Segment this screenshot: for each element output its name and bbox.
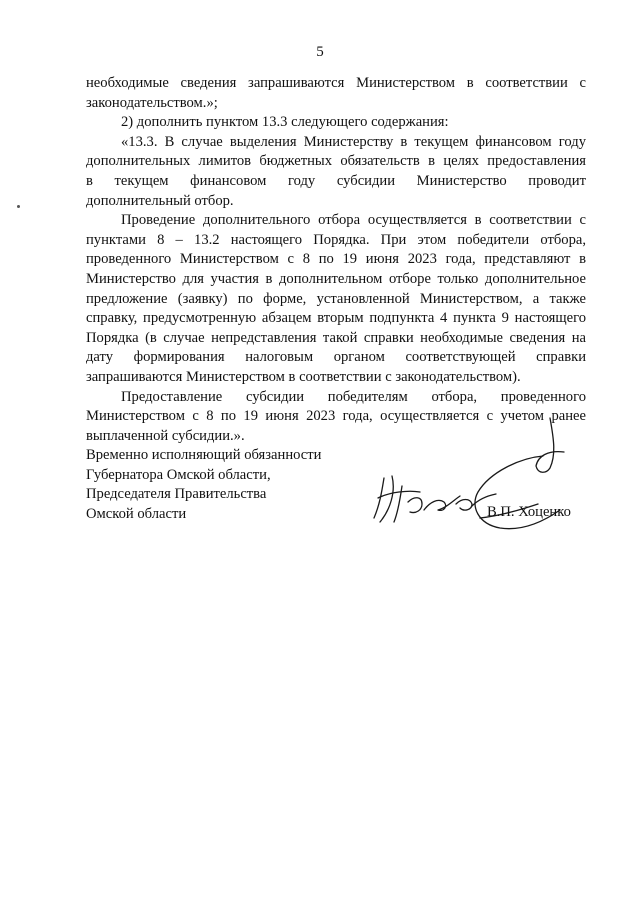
paragraph-5: Предоставление субсидии победителям отбора, проведенного Министерством с 8 по 19 июня 2023 года, осуществляется с учетом ранее выплаченной субсидии.».	[86, 388, 586, 444]
paragraph-3	[86, 133, 586, 211]
document-body	[86, 74, 586, 446]
signatory-title	[86, 446, 321, 524]
paragraph-3-line-2: дополнительных лимитов бюджетных обязательств в целях предоставления	[86, 153, 586, 170]
margin-mark	[17, 205, 20, 208]
signatory-title-line-3: Председателя Правительства	[86, 486, 267, 503]
page-number: 5	[316, 44, 324, 60]
paragraph-3-line-4: дополнительный отбор.	[86, 192, 234, 209]
signatory-title-line-1: Временно исполняющий обязанности	[86, 447, 322, 463]
paragraph-1-line-2: законодательством.»;	[86, 94, 218, 111]
paragraph-3-line-1: «13.3. В случае выделения Министерству в текущем финансовом году	[121, 133, 586, 150]
handwritten-signature	[360, 400, 580, 550]
signatory-title-line-4: Омской области	[86, 505, 187, 522]
signer-name: В.П. Хоценко	[487, 504, 571, 520]
paragraph-3-line-3: в текущем финансовом году субсидии Министерство проводит	[86, 172, 586, 189]
paragraph-2: 2) дополнить пунктом 13.3 следующего содержания:	[121, 114, 449, 131]
paragraph-1-line-1: необходимые сведения запрашиваются Министерством в соответствии с	[86, 75, 586, 91]
signatory-title-line-2: Губернатора Омской области,	[86, 466, 271, 483]
paragraph-4: Проведение дополнительного отбора осуществляется в соответствии с пунктами 8 – 13.2 настоящего Порядка. При этом победители отбора, проведенного Министерством с 8 по 19 июня 2023 года, представляют в Министерство для участия в дополнительном отборе только дополнительное предложение (заявку) по форме, установленной Министерством, а также справку, предусмотренную абзацем вторым подпункта 4 пункта 9 настоящего Порядка (в случае непредставления такой справки необходимые сведения на дату формирования налоговым органом соответствующей справки запрашиваются Министерством в соответствии с законодательством).	[86, 212, 586, 385]
paragraph-1	[86, 74, 586, 113]
